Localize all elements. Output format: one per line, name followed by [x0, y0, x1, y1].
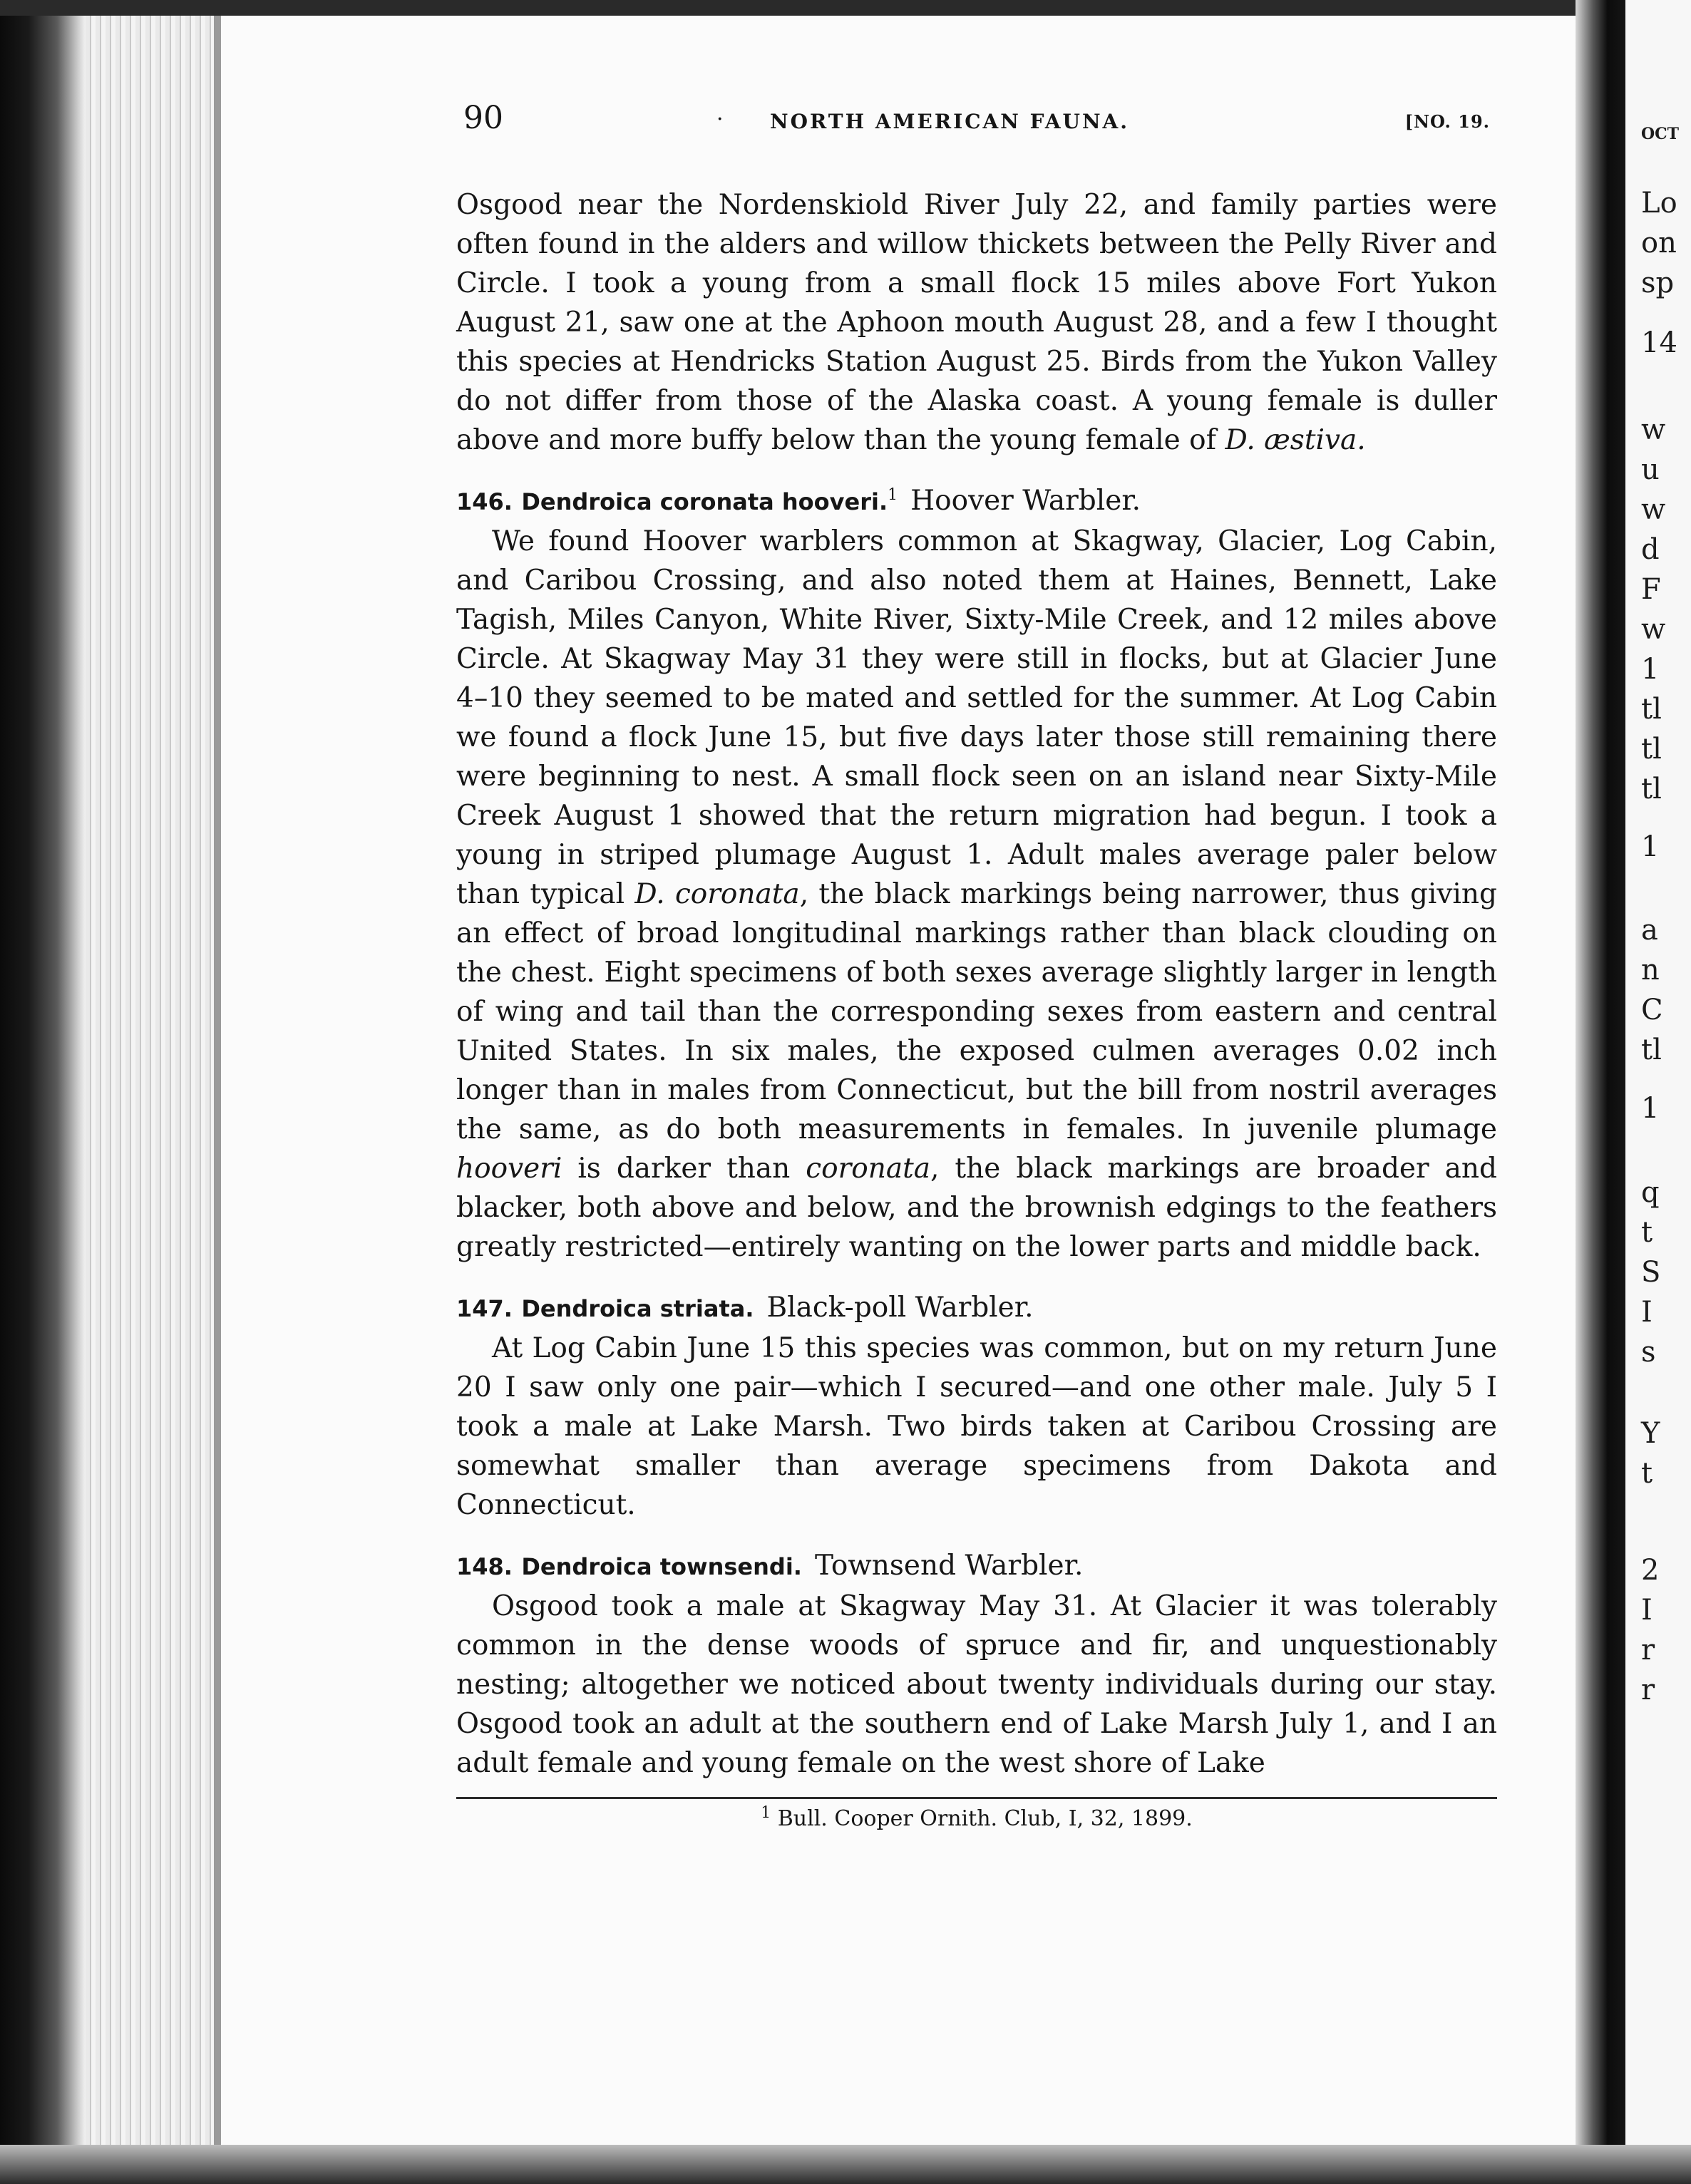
entry-number: 147. — [456, 1295, 513, 1322]
footnote-marker: 1 — [888, 486, 898, 504]
footnote — [456, 1805, 1497, 1833]
running-header — [456, 100, 1497, 143]
facing-text: OCT — [1641, 125, 1680, 143]
facing-text: n — [1641, 954, 1660, 987]
paragraph-text: Osgood near the Nordenskiold River July 22, and family parties were often found in the alders and willow thickets between the Pelly River and Circle. I took a young from a small flock 15 miles above Fort Yukon August 21, saw one at the Aphoon mouth August 28, and a few I thought this species at Hendricks Station August 25. Birds from the Yukon Valley do not differ from those of the Alaska coast. A young female is duller above and more buffy below than the young female of — [456, 189, 1497, 456]
facing-text: 2 — [1641, 1554, 1660, 1587]
facing-text: Lo — [1641, 187, 1677, 220]
facing-text: u — [1641, 453, 1660, 486]
entry-number: 148. — [456, 1553, 513, 1580]
species-italic: D. æstiva. — [1225, 424, 1366, 456]
facing-text: C — [1641, 994, 1663, 1026]
book-gutter — [1576, 0, 1625, 2184]
facing-text: 1 — [1641, 1092, 1660, 1125]
facing-text: tl — [1641, 693, 1662, 726]
paragraph: Osgood took a male at Skagway May 31. At Glacier it was tolerably common in the dense woods of spruce and fir, and unquestionably nesting; altogether we noticed about twenty individuals during our stay. Osgood took an adult at the southern end of Lake Marsh July 1, and I an adult female and young female on the west shore of Lake — [456, 1590, 1497, 1779]
facing-text: tl — [1641, 1034, 1662, 1066]
page-number: 90 — [463, 100, 503, 136]
facing-text: t — [1641, 1216, 1653, 1249]
species-italic: coronata — [806, 1153, 931, 1185]
entry-heading — [456, 481, 1497, 522]
entry-body — [456, 522, 1497, 1267]
paragraph-text: , the black markings are broader and blacker, both above and below, and the brownish edgings to the feathers greatly restricted—entirely wanting on the lower parts and middle back. — [456, 1153, 1497, 1263]
running-title: NORTH AMERICAN FAUNA. — [770, 110, 1130, 133]
species-italic: hooveri — [456, 1153, 562, 1185]
species-entry-146 — [456, 481, 1497, 1267]
facing-text: t — [1641, 1457, 1653, 1490]
continuation-paragraph — [456, 185, 1497, 460]
facing-text: sp — [1641, 267, 1675, 299]
issue-number: [NO. 19. — [1404, 111, 1490, 132]
footnote-marker: 1 — [761, 1804, 771, 1822]
facing-text: F — [1641, 573, 1661, 606]
scientific-name: Dendroica townsendi. — [521, 1553, 802, 1580]
paragraph — [456, 522, 1497, 1267]
binding-shadow — [0, 0, 86, 2184]
species-entry-147 — [456, 1288, 1497, 1525]
entry-body — [456, 1587, 1497, 1783]
page-edge-line — [214, 0, 221, 2184]
paragraph-text: We found Hoover warblers common at Skagway, Glacier, Log Cabin, and Caribou Crossing, and also noted them at Haines, Bennett, Lake Tagish, Miles Canyon, White River, Sixty-Mile Creek, and 12 miles above Circle. At Skagway May 31 they were still in flocks, but at Glacier June 4–10 they seemed to be mated and settled for the summer. At Log Cabin we found a flock June 15, but five days later those still remaining there were beginning to nest. A small flock seen on an island near Sixty-Mile Creek August 1 showed that the return migration had begun. I took a young in striped plumage August 1. Adult males average paler below than typical — [456, 525, 1497, 910]
facing-text: tl — [1641, 733, 1662, 766]
entry-heading — [456, 1546, 1497, 1587]
entry-body — [456, 1329, 1497, 1525]
page-content — [456, 100, 1497, 1833]
facing-text: d — [1641, 533, 1660, 566]
facing-text: w — [1641, 493, 1666, 526]
scientific-name: Dendroica striata. — [521, 1295, 754, 1322]
facing-text: S — [1641, 1256, 1661, 1289]
facing-text: r — [1641, 1674, 1655, 1706]
facing-text: s — [1641, 1336, 1656, 1369]
scan-bottom-border — [0, 2145, 1691, 2184]
facing-text: on — [1641, 227, 1677, 259]
facing-text: Y — [1641, 1417, 1660, 1450]
facing-page-fragment — [1625, 0, 1691, 2184]
scientific-name: Dendroica coronata hooveri. — [521, 488, 888, 515]
facing-text: 1 — [1641, 653, 1660, 686]
page-edges — [86, 0, 221, 2184]
facing-text: 14 — [1641, 326, 1677, 359]
header-dot: · — [716, 107, 724, 132]
facing-text: I — [1641, 1296, 1653, 1329]
footnote-rule — [456, 1797, 1497, 1799]
scan-top-border — [0, 0, 1691, 16]
common-name: Hoover Warbler. — [910, 485, 1141, 517]
paragraph-text: is darker than — [562, 1153, 806, 1185]
facing-text: q — [1641, 1176, 1660, 1209]
common-name: Townsend Warbler. — [814, 1550, 1084, 1582]
facing-text: 1 — [1641, 830, 1660, 863]
facing-text: w — [1641, 413, 1666, 446]
facing-text: I — [1641, 1594, 1653, 1627]
footnote-text: Bull. Cooper Ornith. Club, I, 32, 1899. — [777, 1806, 1193, 1831]
facing-text: r — [1641, 1634, 1655, 1667]
entry-heading — [456, 1288, 1497, 1329]
paragraph: At Log Cabin June 15 this species was common, but on my return June 20 I saw only one pair—which I secured—and one other male. July 5 I took a male at Lake Marsh. Two birds taken at Caribou Crossing are somewhat smaller than average specimens from Dakota and Connecticut. — [456, 1332, 1497, 1521]
common-name: Black-poll Warbler. — [766, 1292, 1034, 1324]
facing-text: a — [1641, 914, 1658, 947]
entry-number: 146. — [456, 488, 513, 515]
paragraph-text: , the black markings being narrower, thus giving an effect of broad longitudinal markings rather than black clouding on the chest. Eight specimens of both sexes average slightly larger in length of wing and tail than the corresponding sexes from eastern and central United States. In six males, the exposed culmen averages 0.02 inch longer than in males from Connecticut, but the bill from nostril averages the same, as do both measurements in females. In juvenile plumage — [456, 878, 1497, 1145]
facing-text: w — [1641, 613, 1666, 646]
paragraph — [456, 185, 1497, 460]
species-italic: D. coronata — [634, 878, 800, 910]
facing-text: tl — [1641, 773, 1662, 805]
species-entry-148 — [456, 1546, 1497, 1783]
